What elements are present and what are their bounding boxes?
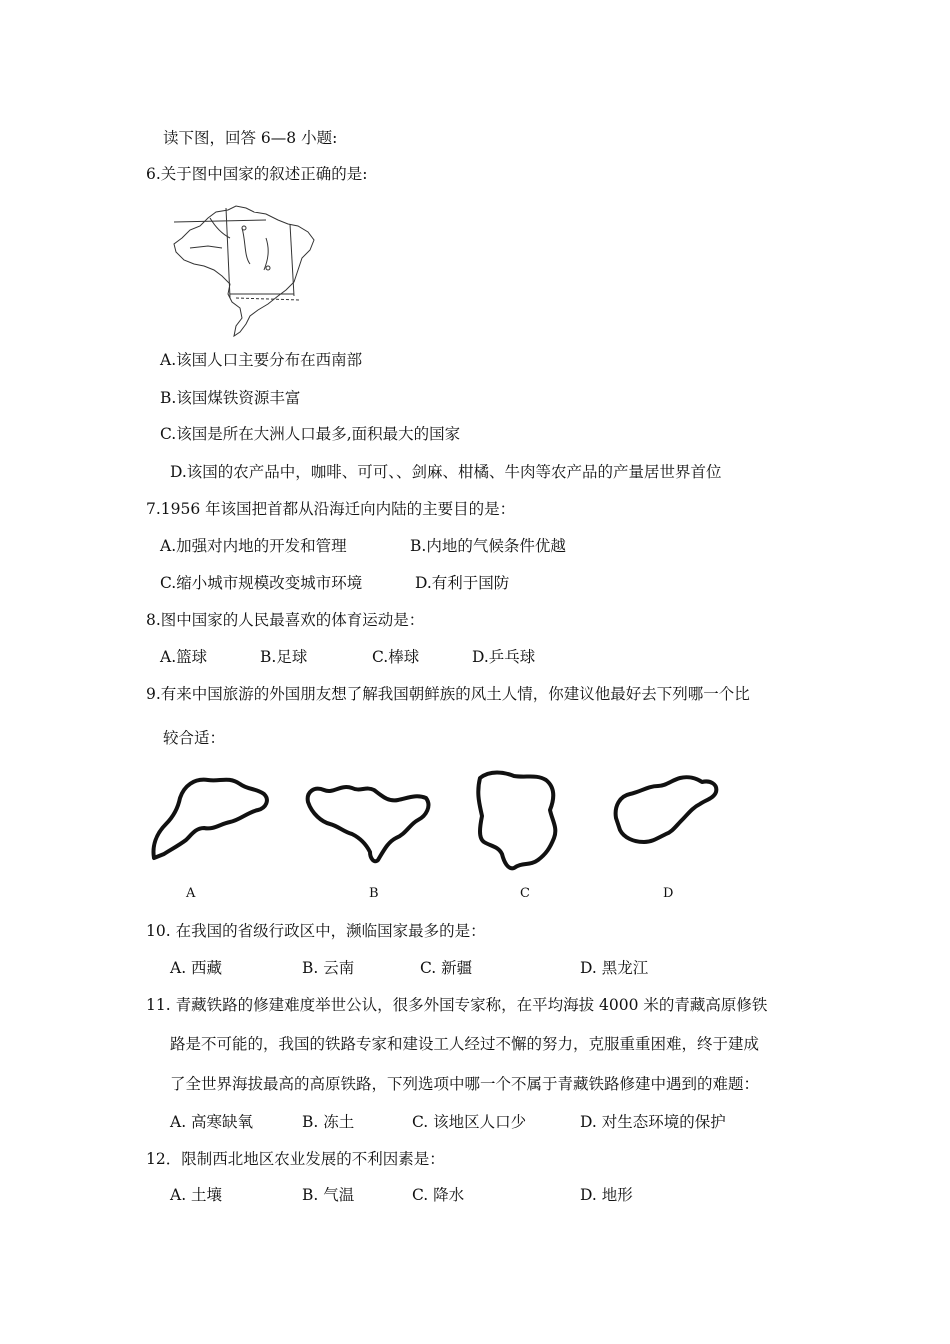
question-8-option-a[interactable]: A.篮球	[160, 648, 208, 666]
question-6-option-d[interactable]: D.该国的农产品中，咖啡、可可、、剑麻、柑橘、牛肉等农产品的产量居世界首位	[170, 463, 722, 481]
question-10-option-b[interactable]: B. 云南	[302, 959, 355, 977]
question-12-option-c[interactable]: C. 降水	[412, 1186, 465, 1204]
question-10-option-c[interactable]: C. 新疆	[420, 959, 473, 977]
province-shape-b[interactable]	[300, 776, 435, 868]
question-11-option-c[interactable]: C. 该地区人口少	[412, 1113, 527, 1131]
question-10-stem: 10. 在我国的省级行政区中，濒临国家最多的是：	[146, 922, 486, 940]
question-6-option-a[interactable]: A.该国人口主要分布在西南部	[160, 351, 363, 369]
question-11-option-a[interactable]: A. 高寒缺氧	[170, 1113, 254, 1131]
question-11-option-d[interactable]: D. 对生态环境的保护	[580, 1113, 726, 1131]
question-9-stem-line2: 较合适：	[163, 729, 226, 747]
province-shape-a[interactable]	[148, 770, 273, 865]
question-9-stem-line1: 9.有来中国旅游的外国朋友想了解我国朝鲜族的风土人情，你建议他最好去下列哪一个比	[146, 685, 750, 703]
question-6-stem: 6.关于图中国家的叙述正确的是:	[146, 165, 368, 183]
question-11-stem-line1: 11. 青藏铁路的修建难度举世公认，很多外国专家称，在平均海拔 4000 米的青藏高原修铁	[146, 996, 768, 1014]
question-7-option-c[interactable]: C.缩小城市规模改变城市环境	[160, 574, 363, 592]
figure-label-d: D	[663, 886, 674, 901]
brazil-map-figure	[170, 198, 322, 338]
province-shape-c[interactable]	[470, 766, 565, 874]
question-7-stem: 7.1956 年该国把首都从沿海迁向内陆的主要目的是：	[146, 500, 516, 518]
question-7-option-d[interactable]: D.有利于国防	[415, 574, 510, 592]
question-11-option-b[interactable]: B. 冻土	[302, 1113, 355, 1131]
question-12-option-b[interactable]: B. 气温	[302, 1186, 355, 1204]
intro-text: 读下图，回答 6—8 小题:	[163, 129, 338, 147]
question-7-option-b[interactable]: B.内地的气候条件优越	[410, 537, 566, 555]
question-8-option-b[interactable]: B.足球	[260, 648, 308, 666]
figure-label-a: A	[186, 886, 196, 901]
question-12-option-d[interactable]: D. 地形	[580, 1186, 633, 1204]
question-11-stem-line2: 路是不可能的，我国的铁路专家和建设工人经过不懈的努力，克服重重困难，终于建成	[170, 1035, 760, 1053]
question-8-stem: 8.图中国家的人民最喜欢的体育运动是：	[146, 611, 425, 629]
figure-label-b: B	[369, 886, 379, 901]
question-11-stem-line3: 了全世界海拔最高的高原铁路，下列选项中哪一个不属于青藏铁路修建中遇到的难题：	[170, 1075, 760, 1093]
question-10-option-d[interactable]: D. 黑龙江	[580, 959, 649, 977]
question-8-option-c[interactable]: C.棒球	[372, 648, 420, 666]
question-12-option-a[interactable]: A. 土壤	[170, 1186, 223, 1204]
question-10-option-a[interactable]: A. 西藏	[170, 959, 223, 977]
figure-label-c: C	[520, 886, 530, 901]
question-7-option-a[interactable]: A.加强对内地的开发和管理	[160, 537, 347, 555]
province-shape-d[interactable]	[610, 768, 722, 850]
question-12-stem: 12．限制西北地区农业发展的不利因素是：	[146, 1150, 445, 1168]
question-6-option-b[interactable]: B.该国煤铁资源丰富	[160, 389, 301, 407]
question-8-option-d[interactable]: D.乒乓球	[472, 648, 536, 666]
question-6-option-c[interactable]: C.该国是所在大洲人口最多,面积最大的国家	[160, 425, 461, 443]
